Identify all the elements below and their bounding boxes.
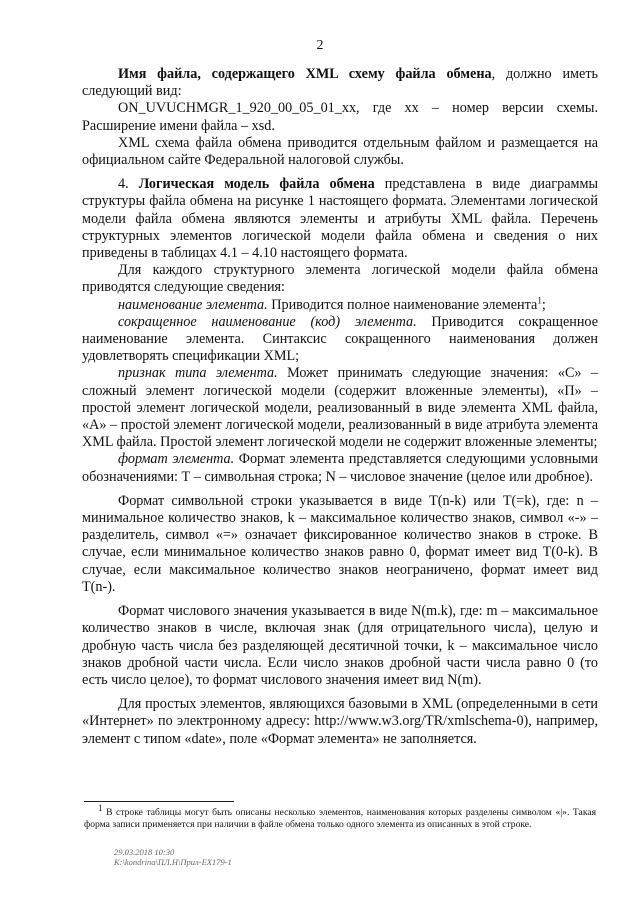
schema-location-note: XML схема файла обмена приводится отдельным файлом и размещается на официальном сайте Федеральной налоговой службы. bbox=[82, 134, 598, 169]
simple-elements-paragraph: Для простых элементов, являющихся базовыми в XML (определенными в сети «Интернет» по электронному адресу: http://www.w3.org/TR/xmlschema-0), например, элемент с типом «date», поле «Формат элемента» не заполняется. bbox=[82, 696, 598, 747]
list-item: формат элемента. Формат элемента представляется следующими условными обозначениями: Т – символьная строка; N – числовое значение (целое или дробное). bbox=[82, 451, 598, 485]
document-body bbox=[82, 66, 598, 748]
intro-paragraph: Для каждого структурного элемента логической модели файла обмена приводятся следующие сведения: bbox=[82, 262, 598, 296]
number-format-paragraph: Формат числового значения указывается в виде N(m.k), где: m – максимальное количество знаков в числе, включая знак (для отрицательного числа), целую и дробную часть числа без разделяющей десятичной точки, k – максимальное число знаков дробной части числа. Если число знаков дробной части числа равно 0 (то есть число целое), то формат числового значения имеет вид N(m). bbox=[82, 603, 598, 688]
page-number: 2 bbox=[316, 38, 324, 53]
schema-filename-heading: Имя файла, содержащего XML схему файла обмена, должно иметь следующий вид: bbox=[82, 66, 598, 100]
footnote-divider bbox=[84, 801, 234, 802]
footnote bbox=[84, 802, 596, 831]
schema-filename-title: Имя файла, содержащего XML схему файла обмена bbox=[118, 66, 492, 82]
stamp-path: К:\kondrina\ПЛ.Н\Прил-ЕХ179-1 bbox=[114, 857, 232, 867]
string-format-paragraph: Формат символьной строки указывается в виде Т(n-k) или Т(=k), где: n – минимальное количество знаков, k – максимальное количество знаков, символ «-» – разделитель, символ «=» означает фиксированное количество знаков в строке. В случае, если минимальное количество знаков равно 0, формат имеет вид Т(0-k). В случае, если максимальное количество знаков неограничено, формат имеет вид Т(n-). bbox=[82, 492, 598, 595]
list-item: признак типа элемента. Может принимать следующие значения: «С» – сложный элемент логической модели (содержит вложенные элементы), «П» – простой элемент логической модели, реализованный в виде элемента XML файла, «А» – простой элемент логической модели, реализованный в виде атрибута элемента XML файла. Простой элемент логической модели не содержит вложенные элементы; bbox=[82, 365, 598, 451]
schema-filename-line: ON_UVUCHMGR_1_920_00_05_01_xx, где хх – номер версии схемы. Расширение имени файла – xsd. bbox=[82, 100, 598, 134]
footnote-ref: 1 bbox=[537, 294, 542, 305]
list-item: сокращенное наименование (код) элемента. Приводится сокращенное наименование элемента. Синтаксис сокращенного наименования должен удовлетворять спецификации XML; bbox=[82, 313, 598, 365]
item-term: сокращенное наименование (код) элемента. bbox=[118, 313, 417, 330]
section-4-title: Логическая модель файла обмена bbox=[138, 176, 375, 193]
section-4-paragraph: 4. Логическая модель файла обмена представлена в виде диаграммы структуры файла обмена на рисунке 1 настоящего формата. Элементами логической модели файла обмена являются элементы и атрибуты XML файла. Перечень структурных элементов логической модели файла обмена и сведения о них приведены в таблицах 4.1 – 4.10 настоящего формата. bbox=[82, 176, 599, 262]
print-stamp bbox=[114, 847, 232, 867]
list-item: наименование элемента. Приводится полное наименование элемента$^1$; bbox=[118, 294, 546, 313]
item-term: наименование элемента. bbox=[118, 296, 268, 313]
stamp-date: 29.03.2018 10:30 bbox=[114, 847, 175, 857]
item-term: формат элемента. bbox=[118, 451, 235, 468]
item-term: признак типа элемента. bbox=[118, 365, 278, 382]
footnote-text: В строке таблицы могут быть описаны несколько элементов, наименования которых разделены символом «|». Такая форма записи применяется при наличии в файле обмена только одного элемента из описанных в этой строке. bbox=[84, 807, 596, 830]
footnote-mark: 1 bbox=[98, 802, 103, 813]
